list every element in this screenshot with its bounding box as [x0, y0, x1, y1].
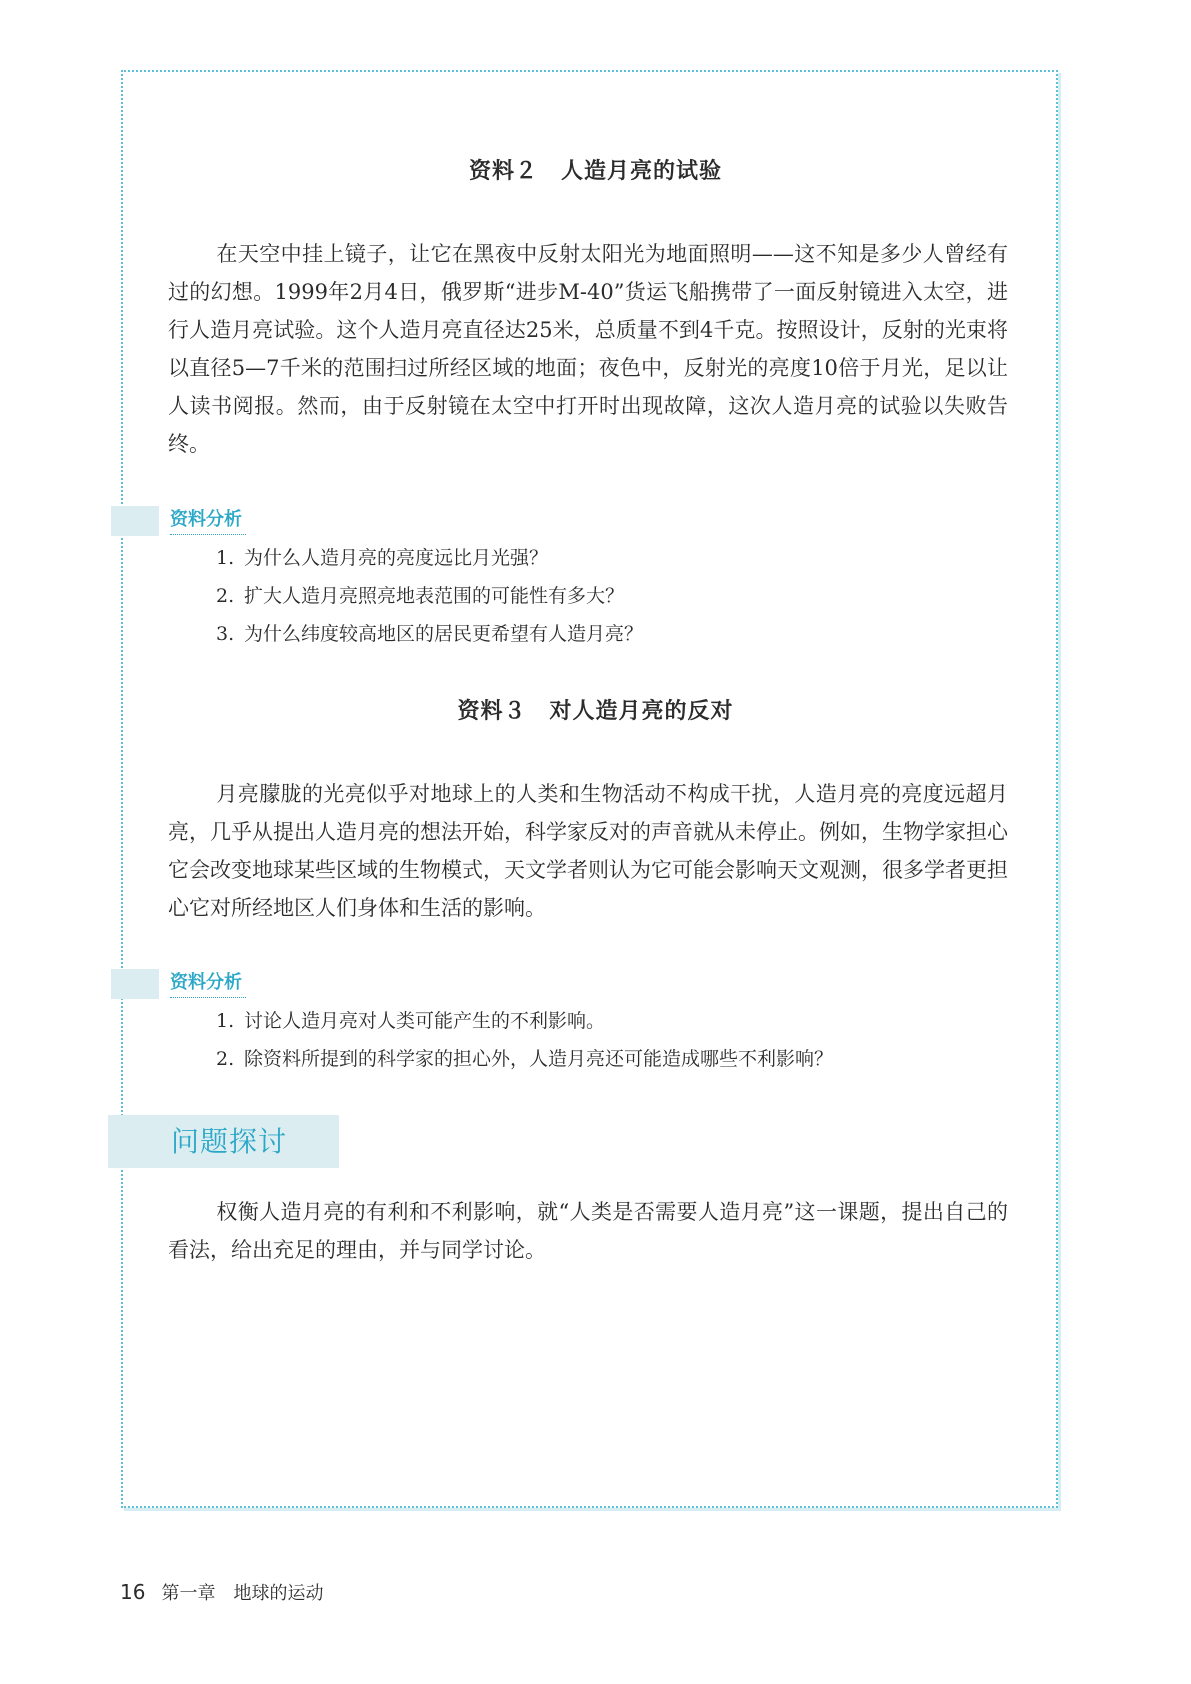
analysis2-label: 资料分析: [170, 969, 246, 998]
analysis1-label: 资料分析: [170, 506, 246, 535]
question-number: 1.: [216, 547, 235, 569]
discussion-paragraph-text: 权衡人造月亮的有利和不利影响，就“人类是否需要人造月亮”这一课题，提出自己的看法，给出充足的理由，并与同学讨论。: [168, 1200, 1008, 1262]
analysis-tab-marker: [111, 506, 159, 536]
discussion-heading: 问题探讨: [171, 1125, 288, 1158]
analysis1-questions: [216, 539, 643, 653]
question-text: 除资料所提到的科学家的担心外，人造月亮还可能造成哪些不利影响？: [244, 1048, 834, 1070]
material2-paragraph-text: 在天空中挂上镜子，让它在黑夜中反射太阳光为地面照明——这不知是多少人曾经有过的幻想。1999年2月4日，俄罗斯“进步M-40”货运飞船携带了一面反射镜进入太空，进行人造月亮试验。这个人造月亮直径达25米，总质量不到4千克。按照设计，反射的光束将以直径5—7千米的范围扫过所经区域的地面；夜色中，反射光的亮度10倍于月光，足以让人读书阅报。然而，由于反射镜在太空中打开时出现故障，这次人造月亮的试验以失败告终。: [168, 242, 1008, 456]
analysis2-questions: [216, 1002, 833, 1078]
question-item: [216, 539, 643, 577]
question-text: 讨论人造月亮对人类可能产生的不利影响。: [244, 1010, 606, 1032]
material3-title: 资料３ 对人造月亮的反对: [457, 698, 734, 724]
question-item: [216, 1002, 833, 1040]
question-text: 为什么纬度较高地区的居民更希望有人造月亮？: [244, 623, 644, 645]
question-text: 扩大人造月亮照亮地表范围的可能性有多大？: [244, 585, 625, 607]
question-number: 2.: [216, 585, 235, 607]
page-number: 16: [120, 1580, 146, 1604]
discussion-paragraph: [168, 1193, 1008, 1269]
question-number: 3.: [216, 623, 235, 645]
material3-paragraph: [168, 775, 1008, 927]
chapter-title: 第一章 地球的运动: [161, 1583, 324, 1604]
question-item: [216, 1040, 833, 1078]
question-item: [216, 577, 643, 615]
analysis-tab-marker: [111, 969, 159, 999]
question-number: 2.: [216, 1048, 235, 1070]
material2-paragraph: [168, 235, 1008, 463]
material3-paragraph-text: 月亮朦胧的光亮似乎对地球上的人类和生物活动不构成干扰，人造月亮的亮度远超月亮，几乎从提出人造月亮的想法开始，科学家反对的声音就从未停止。例如，生物学家担心它会改变地球某些区域的生物模式，天文学者则认为它可能会影响天文观测，很多学者更担心它对所经地区人们身体和生活的影响。: [168, 782, 1008, 920]
page-footer: [120, 1579, 323, 1605]
material2-title: 资料２ 人造月亮的试验: [468, 158, 722, 184]
question-number: 1.: [216, 1010, 235, 1032]
question-text: 为什么人造月亮的亮度远比月光强？: [244, 547, 549, 569]
question-item: [216, 615, 643, 653]
